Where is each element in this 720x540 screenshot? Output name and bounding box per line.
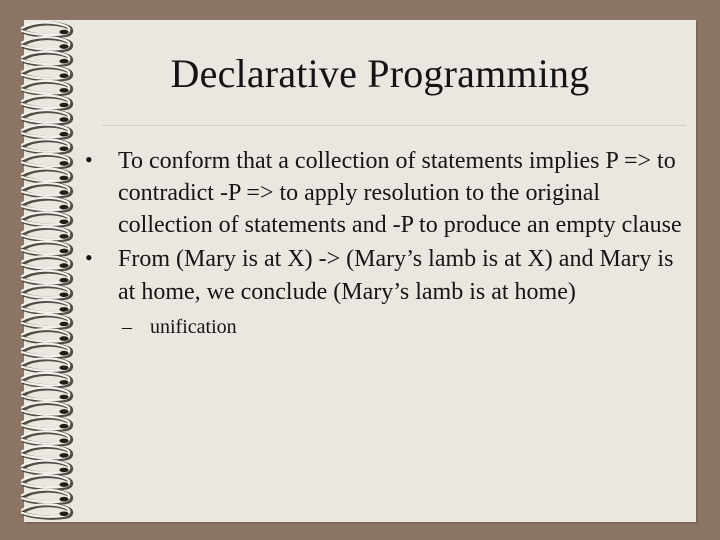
slide-title: Declarative Programming: [170, 51, 590, 96]
bullet-item-2: [76, 243, 696, 307]
subbullet-text-1: unification: [150, 315, 237, 338]
bullet-text-1: To conform that a collection of statements implies P => to contradict -P => to apply resolution to the original collection of statements and -P to produce an empty clause: [118, 148, 682, 239]
title-divider: [102, 125, 686, 126]
bullet-text-2: From (Mary is at X) -> (Mary’s lamb is at X) and Mary is at home, we conclude (Mary’s lamb is at home): [118, 246, 674, 305]
subbullet-item-1: [76, 314, 696, 340]
slide-content: [76, 145, 696, 340]
bullet-item-1: [76, 145, 696, 241]
bullet-marker-1: •: [85, 147, 93, 172]
subbullet-marker-1: –: [122, 315, 132, 338]
bullet-marker-2: •: [85, 245, 93, 271]
